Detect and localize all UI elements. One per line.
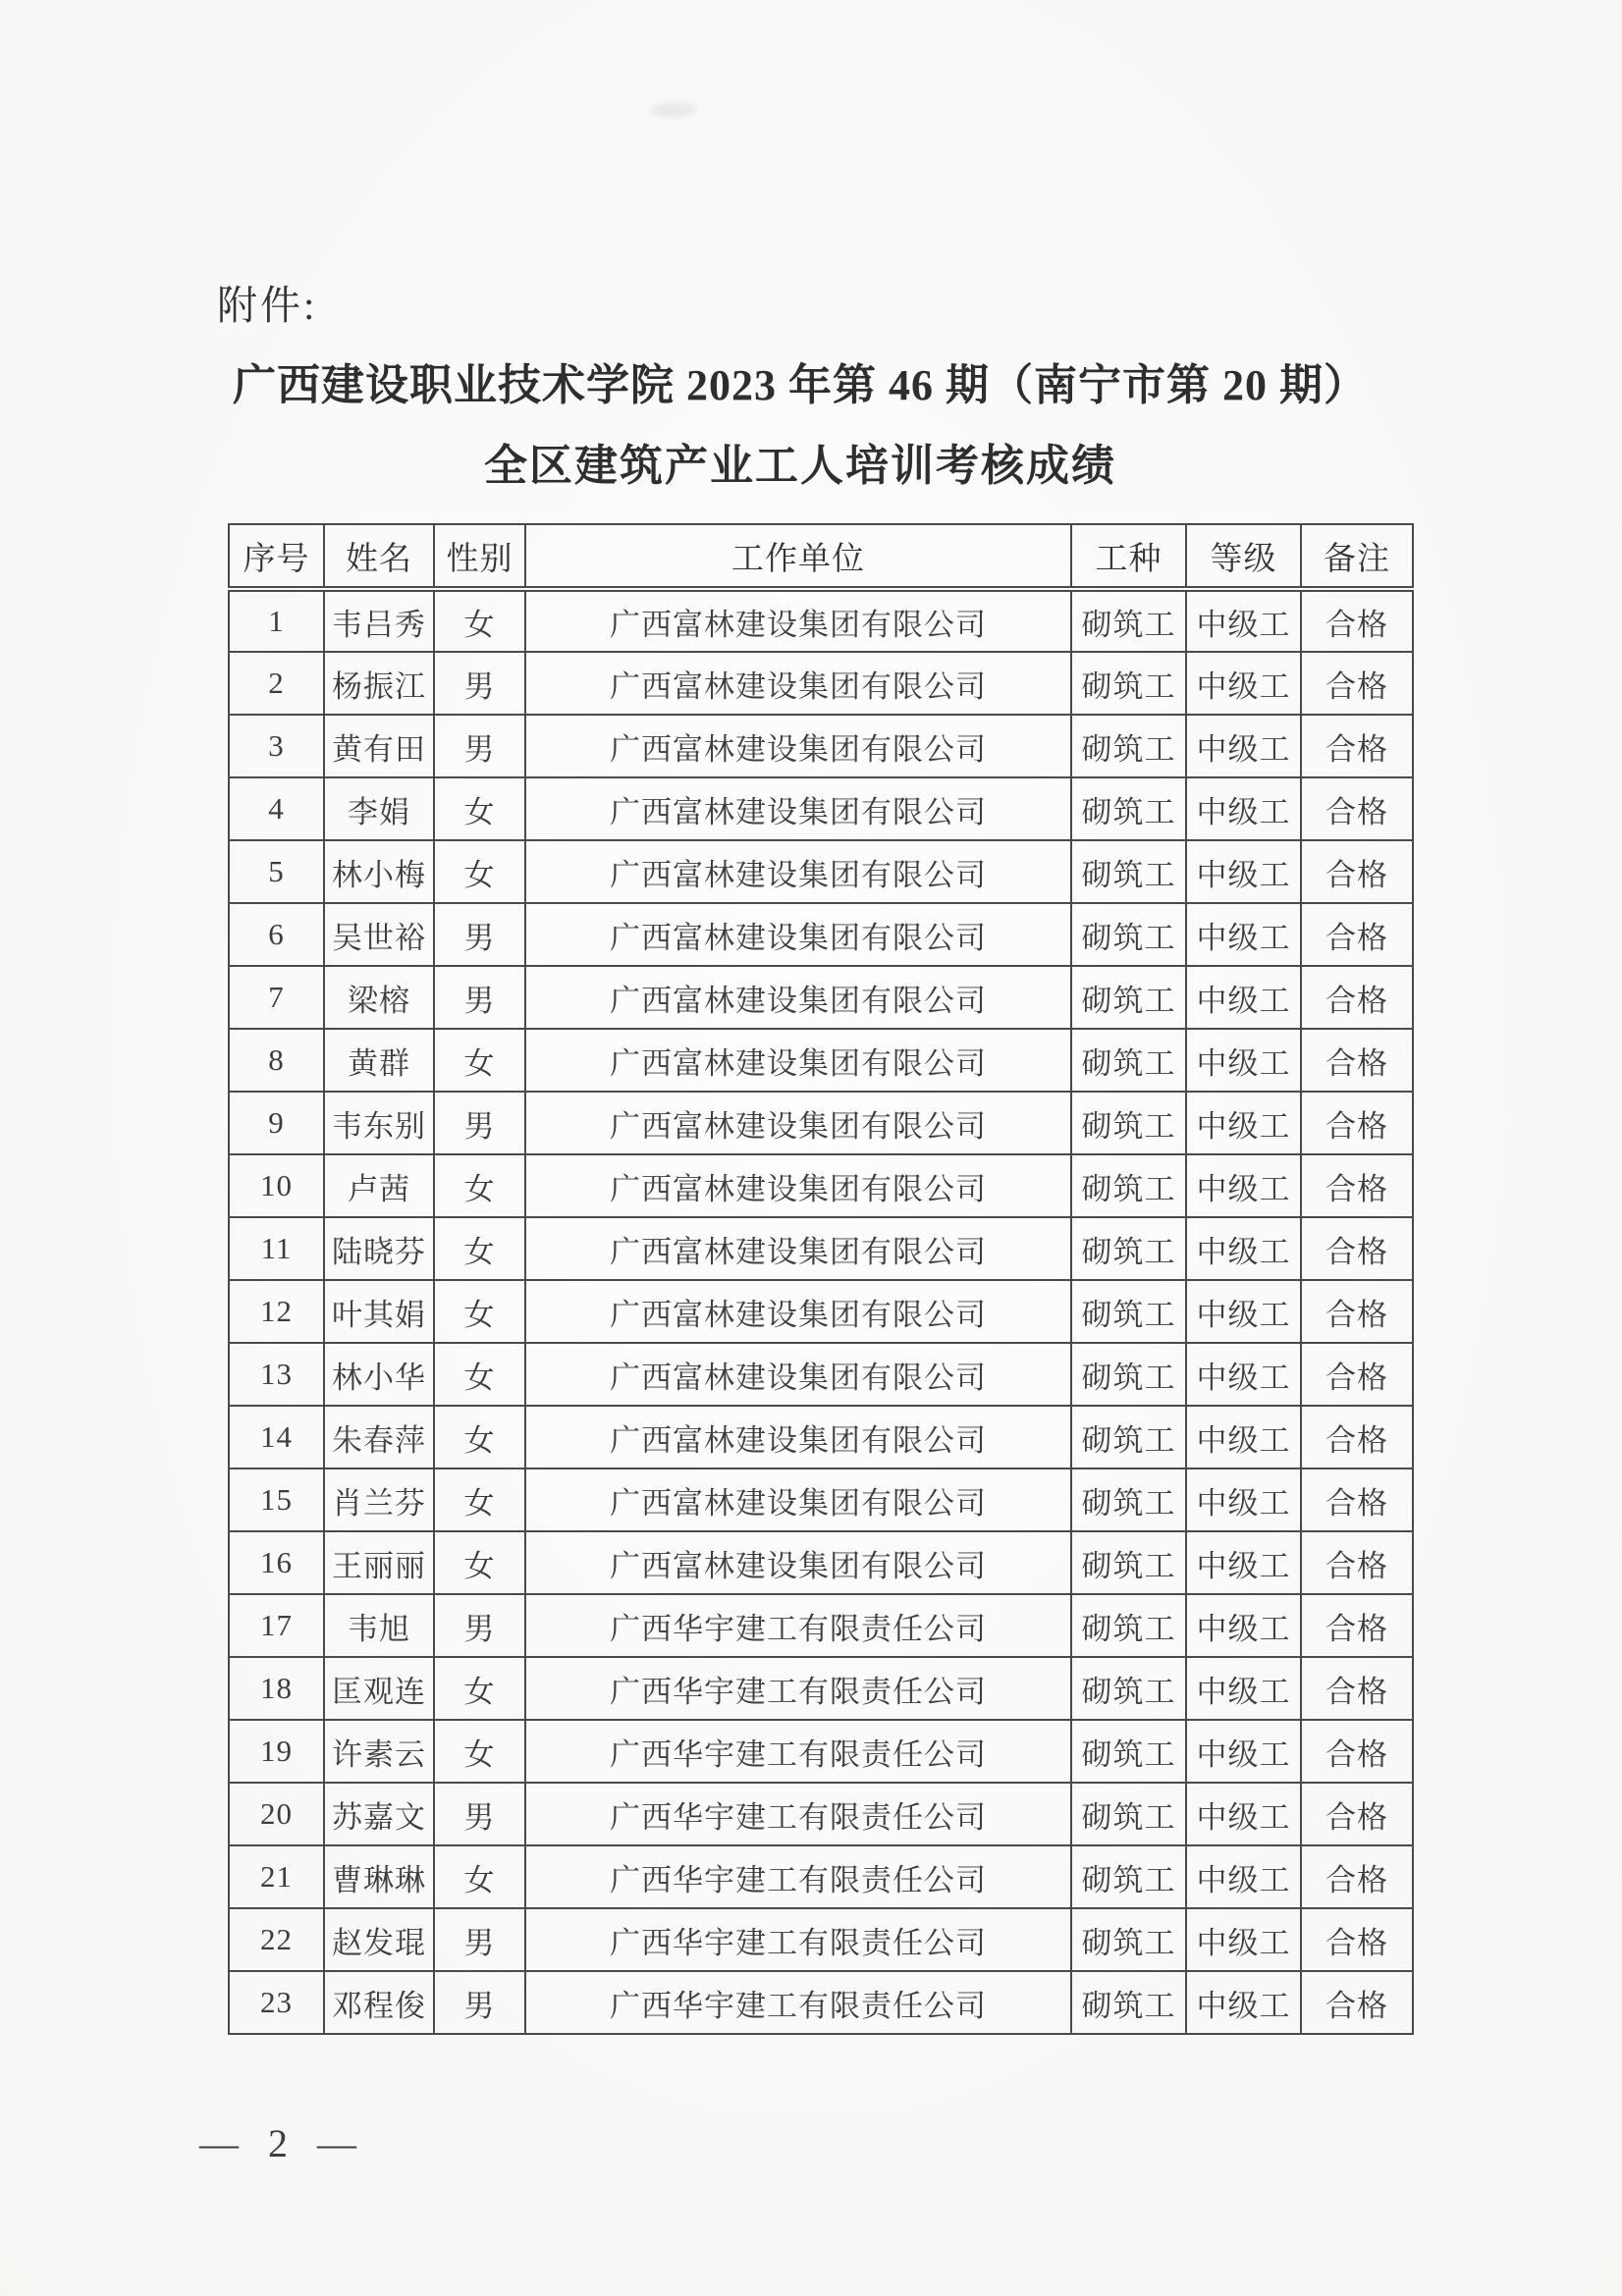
table-cell-index: 16	[229, 1531, 324, 1594]
table-cell-index: 14	[229, 1406, 324, 1468]
table-cell-work-unit: 广西富林建设集团有限公司	[525, 1343, 1071, 1406]
table-cell-work-unit: 广西富林建设集团有限公司	[525, 715, 1071, 777]
table-cell-index: 4	[229, 777, 324, 840]
table-cell-name: 吴世裕	[324, 903, 434, 966]
column-header-gender: 性别	[434, 524, 525, 589]
table-cell-job-type: 砌筑工	[1071, 1531, 1186, 1594]
results-table-body	[229, 589, 1413, 2034]
table-cell-index: 17	[229, 1594, 324, 1657]
table-cell-index: 8	[229, 1029, 324, 1092]
table-cell-level: 中级工	[1186, 715, 1301, 777]
table-cell-remark: 合格	[1301, 1657, 1413, 1720]
table-cell-gender: 男	[434, 715, 525, 777]
table-cell-index: 6	[229, 903, 324, 966]
table-cell-name: 杨振江	[324, 652, 434, 715]
table-cell-job-type: 砌筑工	[1071, 1280, 1186, 1343]
table-cell-job-type: 砌筑工	[1071, 715, 1186, 777]
table-cell-name: 梁榕	[324, 966, 434, 1029]
table-cell-index: 10	[229, 1154, 324, 1217]
table-cell-remark: 合格	[1301, 1343, 1413, 1406]
table-cell-index: 15	[229, 1468, 324, 1531]
table-row	[229, 1971, 1413, 2034]
table-cell-name: 叶其娟	[324, 1280, 434, 1343]
table-cell-work-unit: 广西富林建设集团有限公司	[525, 1280, 1071, 1343]
table-row	[229, 1280, 1413, 1343]
table-cell-index: 7	[229, 966, 324, 1029]
table-cell-remark: 合格	[1301, 1092, 1413, 1154]
table-cell-work-unit: 广西华宇建工有限责任公司	[525, 1971, 1071, 2034]
table-cell-remark: 合格	[1301, 1783, 1413, 1845]
table-cell-gender: 女	[434, 1531, 525, 1594]
table-row	[229, 1154, 1413, 1217]
table-cell-name: 陆晓芬	[324, 1217, 434, 1280]
table-row	[229, 840, 1413, 903]
table-cell-remark: 合格	[1301, 903, 1413, 966]
document-title	[0, 355, 1600, 497]
table-cell-gender: 女	[434, 1406, 525, 1468]
attachment-label: 附件:	[217, 283, 318, 328]
table-cell-gender: 女	[434, 1217, 525, 1280]
table-cell-remark: 合格	[1301, 1908, 1413, 1971]
table-cell-name: 匡观连	[324, 1657, 434, 1720]
table-cell-level: 中级工	[1186, 1217, 1301, 1280]
table-cell-index: 20	[229, 1783, 324, 1845]
table-cell-remark: 合格	[1301, 1720, 1413, 1783]
table-cell-name: 黄有田	[324, 715, 434, 777]
table-cell-gender: 男	[434, 652, 525, 715]
table-cell-index: 13	[229, 1343, 324, 1406]
table-cell-gender: 女	[434, 1343, 525, 1406]
column-header-name: 姓名	[324, 524, 434, 589]
table-row	[229, 715, 1413, 777]
table-cell-job-type: 砌筑工	[1071, 1720, 1186, 1783]
table-cell-job-type: 砌筑工	[1071, 1971, 1186, 2034]
table-cell-index: 21	[229, 1845, 324, 1908]
table-cell-gender: 男	[434, 1971, 525, 2034]
table-row	[229, 1531, 1413, 1594]
scan-artifact	[650, 102, 697, 118]
table-cell-gender: 男	[434, 1908, 525, 1971]
table-cell-work-unit: 广西华宇建工有限责任公司	[525, 1594, 1071, 1657]
table-cell-gender: 女	[434, 1154, 525, 1217]
table-cell-level: 中级工	[1186, 1092, 1301, 1154]
table-cell-level: 中级工	[1186, 1343, 1301, 1406]
table-cell-name: 李娟	[324, 777, 434, 840]
table-cell-job-type: 砌筑工	[1071, 652, 1186, 715]
table-cell-job-type: 砌筑工	[1071, 1594, 1186, 1657]
table-header-row	[229, 524, 1413, 589]
table-cell-level: 中级工	[1186, 1971, 1301, 2034]
table-cell-index: 22	[229, 1908, 324, 1971]
table-cell-gender: 男	[434, 966, 525, 1029]
table-cell-index: 1	[229, 589, 324, 652]
table-cell-remark: 合格	[1301, 777, 1413, 840]
table-cell-index: 11	[229, 1217, 324, 1280]
table-cell-gender: 女	[434, 1468, 525, 1531]
table-cell-name: 朱春萍	[324, 1406, 434, 1468]
table-cell-index: 3	[229, 715, 324, 777]
table-cell-name: 韦旭	[324, 1594, 434, 1657]
table-cell-job-type: 砌筑工	[1071, 1783, 1186, 1845]
table-cell-gender: 女	[434, 1029, 525, 1092]
table-cell-level: 中级工	[1186, 1154, 1301, 1217]
document-title-line1: 广西建设职业技术学院 2023 年第 46 期（南宁市第 20 期）	[233, 361, 1368, 409]
table-cell-name: 林小梅	[324, 840, 434, 903]
table-cell-work-unit: 广西富林建设集团有限公司	[525, 1092, 1071, 1154]
table-cell-index: 18	[229, 1657, 324, 1720]
table-cell-level: 中级工	[1186, 1406, 1301, 1468]
table-cell-level: 中级工	[1186, 1531, 1301, 1594]
table-cell-name: 林小华	[324, 1343, 434, 1406]
table-cell-remark: 合格	[1301, 1406, 1413, 1468]
table-cell-remark: 合格	[1301, 1468, 1413, 1531]
table-cell-level: 中级工	[1186, 652, 1301, 715]
table-cell-work-unit: 广西富林建设集团有限公司	[525, 777, 1071, 840]
table-cell-level: 中级工	[1186, 589, 1301, 652]
results-table	[228, 523, 1414, 2035]
table-cell-remark: 合格	[1301, 1217, 1413, 1280]
table-cell-gender: 女	[434, 1280, 525, 1343]
table-cell-work-unit: 广西华宇建工有限责任公司	[525, 1845, 1071, 1908]
table-cell-name: 王丽丽	[324, 1531, 434, 1594]
table-cell-remark: 合格	[1301, 589, 1413, 652]
document-title-line2: 全区建筑产业工人培训考核成绩	[484, 442, 1116, 490]
table-cell-work-unit: 广西富林建设集团有限公司	[525, 1029, 1071, 1092]
table-cell-work-unit: 广西富林建设集团有限公司	[525, 1468, 1071, 1531]
table-cell-level: 中级工	[1186, 903, 1301, 966]
table-cell-job-type: 砌筑工	[1071, 1092, 1186, 1154]
column-header-work-unit: 工作单位	[525, 524, 1071, 589]
table-cell-name: 黄群	[324, 1029, 434, 1092]
table-cell-remark: 合格	[1301, 840, 1413, 903]
table-cell-work-unit: 广西富林建设集团有限公司	[525, 840, 1071, 903]
table-cell-work-unit: 广西富林建设集团有限公司	[525, 1531, 1071, 1594]
table-cell-gender: 女	[434, 777, 525, 840]
table-cell-job-type: 砌筑工	[1071, 903, 1186, 966]
table-cell-remark: 合格	[1301, 966, 1413, 1029]
table-cell-work-unit: 广西富林建设集团有限公司	[525, 1154, 1071, 1217]
table-cell-remark: 合格	[1301, 1280, 1413, 1343]
table-cell-remark: 合格	[1301, 1971, 1413, 2034]
table-cell-name: 苏嘉文	[324, 1783, 434, 1845]
table-cell-job-type: 砌筑工	[1071, 1468, 1186, 1531]
table-cell-remark: 合格	[1301, 1845, 1413, 1908]
table-row	[229, 1092, 1413, 1154]
table-cell-level: 中级工	[1186, 1468, 1301, 1531]
table-row	[229, 777, 1413, 840]
table-cell-job-type: 砌筑工	[1071, 1845, 1186, 1908]
table-cell-job-type: 砌筑工	[1071, 1343, 1186, 1406]
table-cell-name: 韦东别	[324, 1092, 434, 1154]
table-cell-name: 赵发琨	[324, 1908, 434, 1971]
table-cell-name: 卢茜	[324, 1154, 434, 1217]
table-cell-gender: 女	[434, 1845, 525, 1908]
table-cell-name: 韦吕秀	[324, 589, 434, 652]
table-cell-gender: 男	[434, 1594, 525, 1657]
table-cell-job-type: 砌筑工	[1071, 777, 1186, 840]
column-header-level: 等级	[1186, 524, 1301, 589]
table-cell-remark: 合格	[1301, 1531, 1413, 1594]
table-cell-work-unit: 广西富林建设集团有限公司	[525, 1217, 1071, 1280]
column-header-remark: 备注	[1301, 524, 1413, 589]
table-row	[229, 1217, 1413, 1280]
table-cell-level: 中级工	[1186, 1657, 1301, 1720]
table-cell-work-unit: 广西富林建设集团有限公司	[525, 589, 1071, 652]
table-row	[229, 1406, 1413, 1468]
table-cell-job-type: 砌筑工	[1071, 1908, 1186, 1971]
table-cell-work-unit: 广西华宇建工有限责任公司	[525, 1908, 1071, 1971]
table-cell-gender: 男	[434, 1783, 525, 1845]
table-row	[229, 1343, 1413, 1406]
table-cell-job-type: 砌筑工	[1071, 1217, 1186, 1280]
table-cell-job-type: 砌筑工	[1071, 1657, 1186, 1720]
column-header-job-type: 工种	[1071, 524, 1186, 589]
table-cell-level: 中级工	[1186, 966, 1301, 1029]
table-cell-index: 23	[229, 1971, 324, 2034]
table-cell-level: 中级工	[1186, 1908, 1301, 1971]
table-cell-job-type: 砌筑工	[1071, 840, 1186, 903]
table-cell-work-unit: 广西富林建设集团有限公司	[525, 966, 1071, 1029]
table-cell-gender: 男	[434, 903, 525, 966]
table-cell-remark: 合格	[1301, 652, 1413, 715]
table-cell-gender: 女	[434, 1657, 525, 1720]
table-cell-remark: 合格	[1301, 715, 1413, 777]
table-cell-level: 中级工	[1186, 1594, 1301, 1657]
table-row	[229, 1657, 1413, 1720]
table-cell-index: 5	[229, 840, 324, 903]
table-row	[229, 1783, 1413, 1845]
table-cell-index: 12	[229, 1280, 324, 1343]
table-cell-index: 2	[229, 652, 324, 715]
table-cell-level: 中级工	[1186, 1720, 1301, 1783]
table-cell-work-unit: 广西华宇建工有限责任公司	[525, 1657, 1071, 1720]
table-cell-work-unit: 广西富林建设集团有限公司	[525, 1406, 1071, 1468]
table-cell-level: 中级工	[1186, 1845, 1301, 1908]
table-cell-level: 中级工	[1186, 1029, 1301, 1092]
table-cell-gender: 女	[434, 840, 525, 903]
table-row	[229, 589, 1413, 652]
table-row	[229, 1845, 1413, 1908]
column-header-index: 序号	[229, 524, 324, 589]
table-cell-job-type: 砌筑工	[1071, 966, 1186, 1029]
table-cell-work-unit: 广西华宇建工有限责任公司	[525, 1720, 1071, 1783]
table-cell-remark: 合格	[1301, 1594, 1413, 1657]
table-cell-level: 中级工	[1186, 1280, 1301, 1343]
table-cell-job-type: 砌筑工	[1071, 1154, 1186, 1217]
table-cell-index: 19	[229, 1720, 324, 1783]
table-cell-work-unit: 广西富林建设集团有限公司	[525, 903, 1071, 966]
table-cell-job-type: 砌筑工	[1071, 1406, 1186, 1468]
table-row	[229, 1908, 1413, 1971]
table-row	[229, 1720, 1413, 1783]
table-row	[229, 652, 1413, 715]
table-row	[229, 1468, 1413, 1531]
table-cell-level: 中级工	[1186, 1783, 1301, 1845]
table-row	[229, 1594, 1413, 1657]
table-row	[229, 966, 1413, 1029]
table-cell-gender: 男	[434, 1092, 525, 1154]
table-row	[229, 1029, 1413, 1092]
footer-page-number: — 2 —	[199, 2121, 366, 2165]
table-cell-work-unit: 广西华宇建工有限责任公司	[525, 1783, 1071, 1845]
table-cell-level: 中级工	[1186, 840, 1301, 903]
table-cell-work-unit: 广西富林建设集团有限公司	[525, 652, 1071, 715]
table-cell-name: 曹琳琳	[324, 1845, 434, 1908]
table-cell-job-type: 砌筑工	[1071, 589, 1186, 652]
table-cell-remark: 合格	[1301, 1154, 1413, 1217]
table-cell-job-type: 砌筑工	[1071, 1029, 1186, 1092]
table-cell-level: 中级工	[1186, 777, 1301, 840]
table-cell-gender: 女	[434, 1720, 525, 1783]
table-cell-index: 9	[229, 1092, 324, 1154]
table-cell-name: 邓程俊	[324, 1971, 434, 2034]
table-row	[229, 903, 1413, 966]
table-cell-remark: 合格	[1301, 1029, 1413, 1092]
table-cell-gender: 女	[434, 589, 525, 652]
table-cell-name: 肖兰芬	[324, 1468, 434, 1531]
table-cell-name: 许素云	[324, 1720, 434, 1783]
